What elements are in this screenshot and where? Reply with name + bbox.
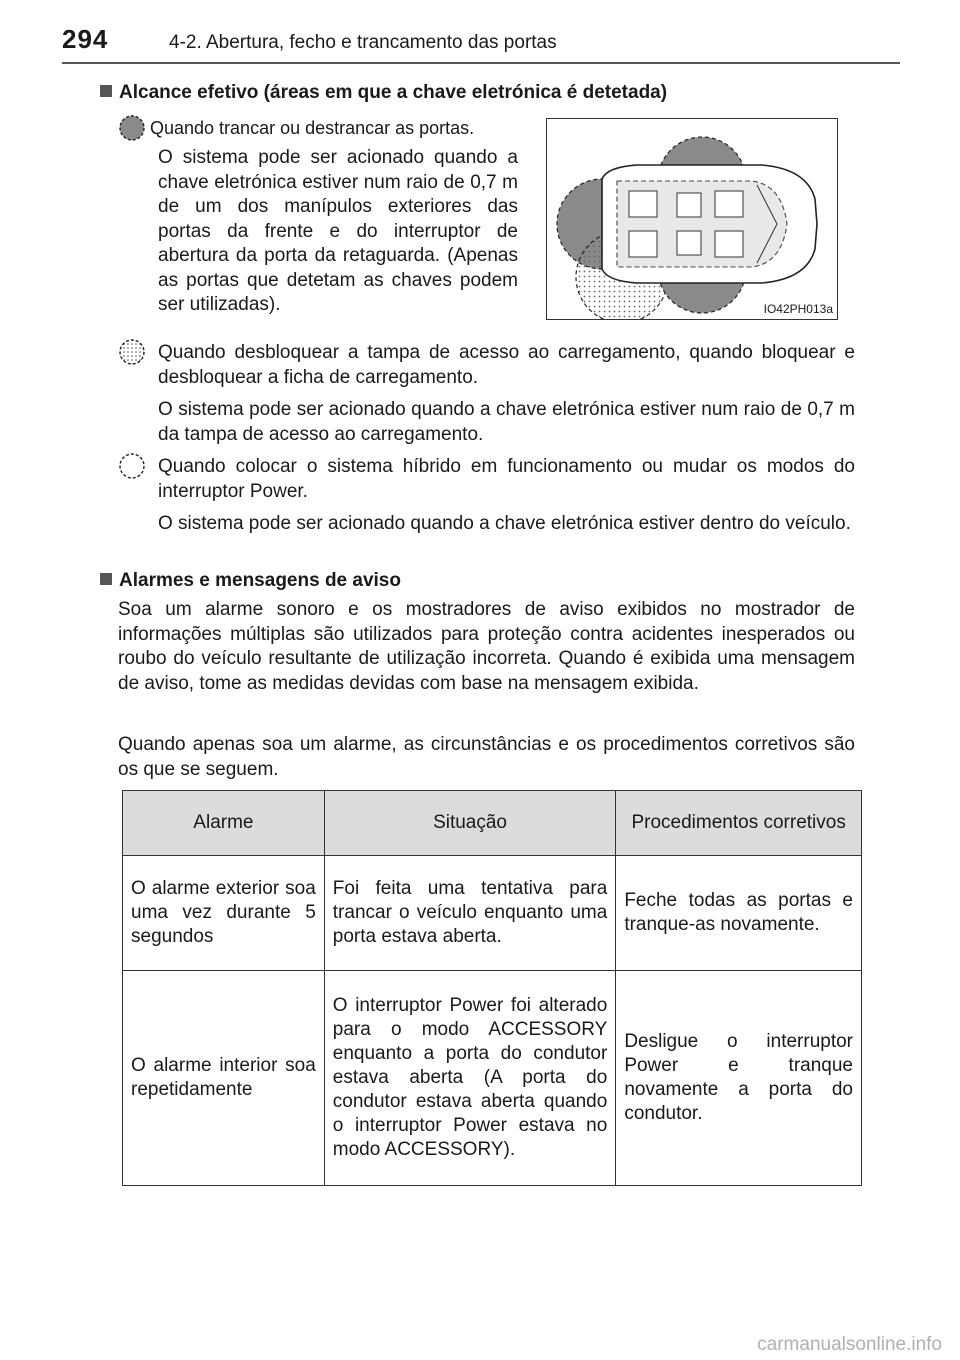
section-heading-alarms (100, 570, 401, 592)
interior-zone-icon (118, 452, 146, 480)
table-row (123, 971, 862, 1186)
page-number: 294 (62, 24, 109, 54)
section-heading-text: Alarmes e mensagens de aviso (119, 570, 401, 591)
table-cell: Foi feita uma tentativa para trancar o veículo enquanto uma porta estava aberta. (324, 856, 616, 971)
table-header-row (123, 791, 862, 856)
page-header (62, 22, 902, 62)
dotted-zone-icon (118, 338, 146, 366)
header-alarm: Alarme (123, 791, 325, 856)
section-title: 4-2. Abertura, fecho e trancamento das portas (169, 32, 557, 53)
header-procedures: Procedimentos corretivos (616, 791, 862, 856)
table-cell: O alarme exterior soa uma vez durante 5 segundos (123, 856, 325, 971)
table-row (123, 856, 862, 971)
item2-body: O sistema pode ser acionado quando a chave eletrónica estiver num raio de 0,7 m da tampa de acesso ao carregamento. (158, 399, 855, 445)
table-cell: O alarme interior soa repetidamente (123, 971, 325, 1186)
alarms-paragraph-1: Soa um alarme sonoro e os mostradores de aviso exibidos no mostrador de informações múltiplas são utilizados para proteção contra acidentes inesperados ou roubo do veículo resultante de utilização incorreta. Quando é exibida uma mensagem de aviso, tome as medidas devidas com base na mensagem exibida. (118, 599, 855, 694)
car-top-view-illustration (547, 119, 837, 319)
section-heading-text: Alcance efetivo (áreas em que a chave eletrónica é detetada) (119, 82, 668, 103)
table-cell: Feche todas as portas e tranque-as novamente. (616, 856, 862, 971)
item1-body: O sistema pode ser acionado quando a chave eletrónica estiver num raio de 0,7 m de um dos manípulos exteriores das portas da frente e do interruptor de abertura da porta da retaguarda. (Apenas as portas que detetam as chaves podem ser utilizadas). (158, 147, 518, 315)
alarm-table (122, 790, 862, 1186)
item1-lead: Quando trancar ou destrancar as portas. (150, 118, 475, 138)
item2-lead: Quando desbloquear a tampa de acesso ao carregamento, quando bloquear e desbloquear a ficha de carregamento. (158, 342, 855, 388)
grey-zone-icon (118, 114, 146, 142)
table-cell: O interruptor Power foi alterado para o modo ACCESSORY enquanto a porta do condutor estava aberta (A porta do condutor estava aberta quando o interruptor Power estava no modo ACCESSORY). (324, 971, 616, 1186)
header-rule (62, 62, 900, 64)
header-situation: Situação (324, 791, 616, 856)
section-heading-range (100, 82, 667, 104)
square-bullet-icon (100, 85, 112, 97)
alarms-paragraph-2: Quando apenas soa um alarme, as circunstâncias e os procedimentos corretivos são os que se seguem. (118, 734, 855, 780)
item3-lead: Quando colocar o sistema híbrido em funcionamento ou mudar os modos do interruptor Power. (158, 456, 855, 502)
watermark: carmanualsonline.info (757, 1334, 942, 1355)
table-cell: Desligue o interruptor Power e tranque novamente a porta do condutor. (616, 971, 862, 1186)
square-bullet-icon (100, 573, 112, 585)
figure-label: IO42PH013a (763, 302, 833, 316)
item3-body: O sistema pode ser acionado quando a chave eletrónica estiver dentro do veículo. (158, 513, 851, 534)
detection-range-figure (546, 118, 838, 320)
